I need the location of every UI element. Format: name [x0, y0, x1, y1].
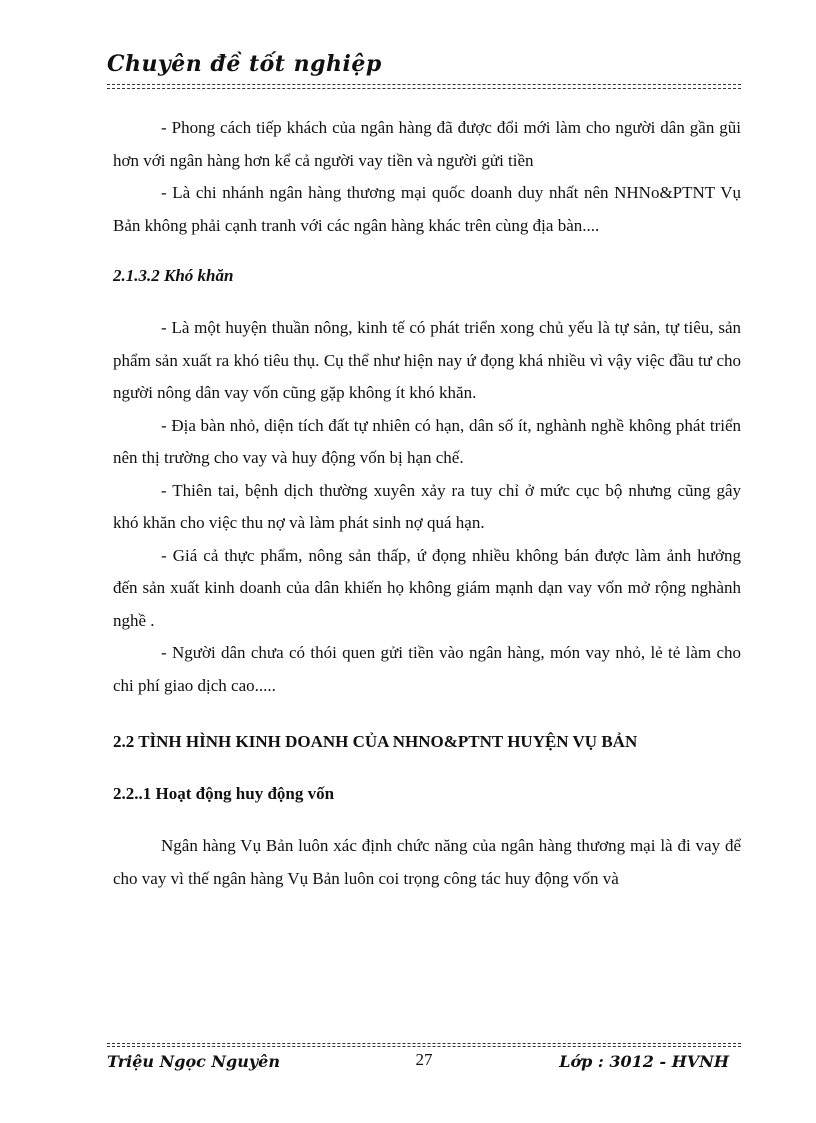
header-title: Chuyên đề tốt nghiệp: [107, 51, 382, 77]
footer-divider: [107, 1043, 741, 1044]
page-header: [107, 50, 741, 78]
page-footer: [107, 1050, 741, 1078]
paragraph-difficulty-5: - Người dân chưa có thói quen gửi tiền vào ngân hàng, món vay nhỏ, lẻ tẻ làm cho chi phí giao dịch cao.....: [113, 643, 741, 695]
paragraph-difficulty-3: - Thiên tai, bệnh dịch thường xuyên xảy ra tuy chỉ ở mức cục bộ nhưng cũng gây khó khăn cho việc thu nợ và làm phát sinh nợ quá hạn.: [113, 480, 741, 532]
footer-divider-2: [107, 1046, 741, 1047]
paragraph-difficulty-4: - Giá cả thực phẩm, nông sản thấp, ứ đọng nhiều không bán được làm ảnh hưởng đến sản xuất kinh doanh của dân khiến họ không giám mạnh dạn vay vốn mở rộng nghành nghề .: [113, 545, 741, 630]
paragraph-difficulty-1: - Là một huyện thuần nông, kinh tế có phát triển xong chủ yếu là tự sản, tự tiêu, sản phẩm sản xuất ra khó tiêu thụ. Cụ thể như hiện nay ứ đọng khá nhiều vì vậy việc đầu tư cho người nông dân vay vốn cũng gặp không ít khó khăn.: [113, 318, 741, 402]
header-divider: [107, 84, 741, 85]
page-number: 27: [415, 1050, 433, 1069]
heading-difficulties: 2.1.3.2 Khó khăn: [113, 266, 234, 285]
paragraph-difficulty-2: - Địa bàn nhỏ, diện tích đất tự nhiên có hạn, dân số ít, nghành nghề không phát triển nên thị trường cho vay và huy động vốn bị hạn chế.: [113, 415, 741, 467]
paragraph-no-competition: - Là chi nhánh ngân hàng thương mại quốc doanh duy nhất nên NHNo&PTNT Vụ Bản không phải cạnh tranh với các ngân hàng khác trên cùng địa bàn....: [113, 183, 741, 235]
paragraph-customer-service: - Phong cách tiếp khách của ngân hàng đã được đổi mới làm cho người dân gần gũi hơn với ngân hàng hơn kể cả người vay tiền và người gửi tiền: [113, 118, 741, 170]
header-divider-2: [107, 88, 741, 89]
document-body: [113, 112, 741, 895]
footer-class: Lớp : 3012 - HVNH: [559, 1052, 729, 1071]
heading-section-2-2: 2.2 TÌNH HÌNH KINH DOANH CỦA NHNO&PTNT HUYỆN VỤ BẢN: [113, 732, 638, 751]
footer-author: Triệu Ngọc Nguyên: [107, 1052, 280, 1071]
paragraph-capital-mobilization: Ngân hàng Vụ Bản luôn xác định chức năng của ngân hàng thương mại là đi vay để cho vay vì thế ngân hàng Vụ Bản luôn coi trọng công tác huy động vốn và: [113, 836, 741, 888]
heading-capital-mobilization: 2.2..1 Hoạt động huy động vốn: [113, 784, 335, 803]
